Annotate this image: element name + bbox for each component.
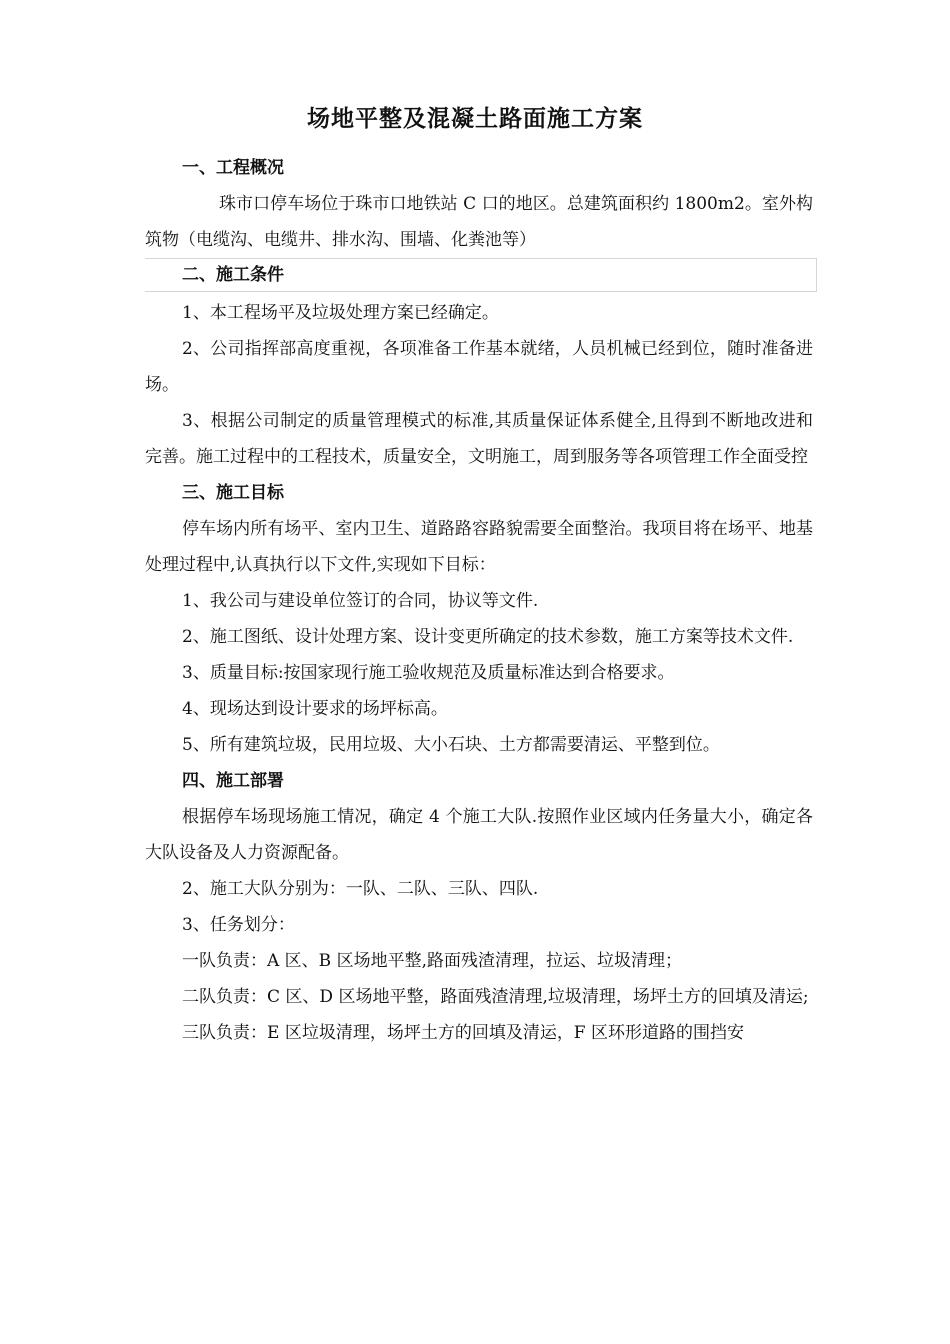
- section-heading-goals: 三、施工目标: [182, 483, 284, 503]
- paragraph: 3、根据公司制定的质量管理模式的标准,其质量保证体系健全,且得到不断地改进和完善。施工过程中的工程技术，质量安全，文明施工，周到服务等各项管理工作全面受控: [145, 411, 813, 467]
- paragraph: 3、质量目标:按国家现行施工验收规范及质量标准达到合格要求。: [182, 663, 675, 683]
- document-title: 场地平整及混凝土路面施工方案: [307, 105, 643, 132]
- paragraph: 3、任务划分：: [182, 915, 295, 935]
- paragraph: 1、我公司与建设单位签订的合同，协议等文件.: [182, 591, 539, 611]
- paragraph: 珠市口停车场位于珠市口地铁站 C 口的地区。总建筑面积约 1800m2。室外构筑物（电缆沟、电缆井、排水沟、围墙、化粪池等）: [145, 194, 813, 250]
- paragraph: 停车场内所有场平、室内卫生、道路路容路貌需要全面整治。我项目将在场平、地基处理过程中,认真执行以下文件,实现如下目标：: [145, 519, 813, 575]
- paragraph: 二队负责：C 区、D 区场地平整，路面残渣清理,垃圾清理，场坪土方的回填及清运;: [182, 987, 809, 1007]
- paragraph: 1、本工程场平及垃圾处理方案已经确定。: [182, 303, 499, 323]
- paragraph: 一队负责：A 区、B 区场地平整,路面残渣清理，拉运、垃圾清理；: [182, 951, 682, 971]
- paragraph: 根据停车场现场施工情况，确定 4 个施工大队.按照作业区域内任务量大小，确定各大队设备及人力资源配备。: [145, 807, 813, 863]
- paragraph: 三队负责：E 区垃圾清理，场坪土方的回填及清运，F 区环形道路的围挡安: [182, 1023, 745, 1043]
- section-heading-conditions: 二、施工条件: [145, 258, 817, 292]
- paragraph: 2、公司指挥部高度重视，各项准备工作基本就绪，人员机械已经到位，随时准备进场。: [145, 339, 813, 395]
- paragraph: 2、施工大队分别为：一队、二队、三队、四队.: [182, 879, 539, 899]
- paragraph: 5、所有建筑垃圾，民用垃圾、大小石块、土方都需要清运、平整到位。: [182, 735, 720, 755]
- section-heading-overview: 一、工程概况: [182, 158, 284, 178]
- document-body: [145, 150, 813, 1051]
- paragraph: 4、现场达到设计要求的场坪标高。: [182, 699, 448, 719]
- paragraph: 2、施工图纸、设计处理方案、设计变更所确定的技术参数，施工方案等技术文件.: [182, 627, 794, 647]
- section-heading-deployment: 四、施工部署: [182, 771, 284, 791]
